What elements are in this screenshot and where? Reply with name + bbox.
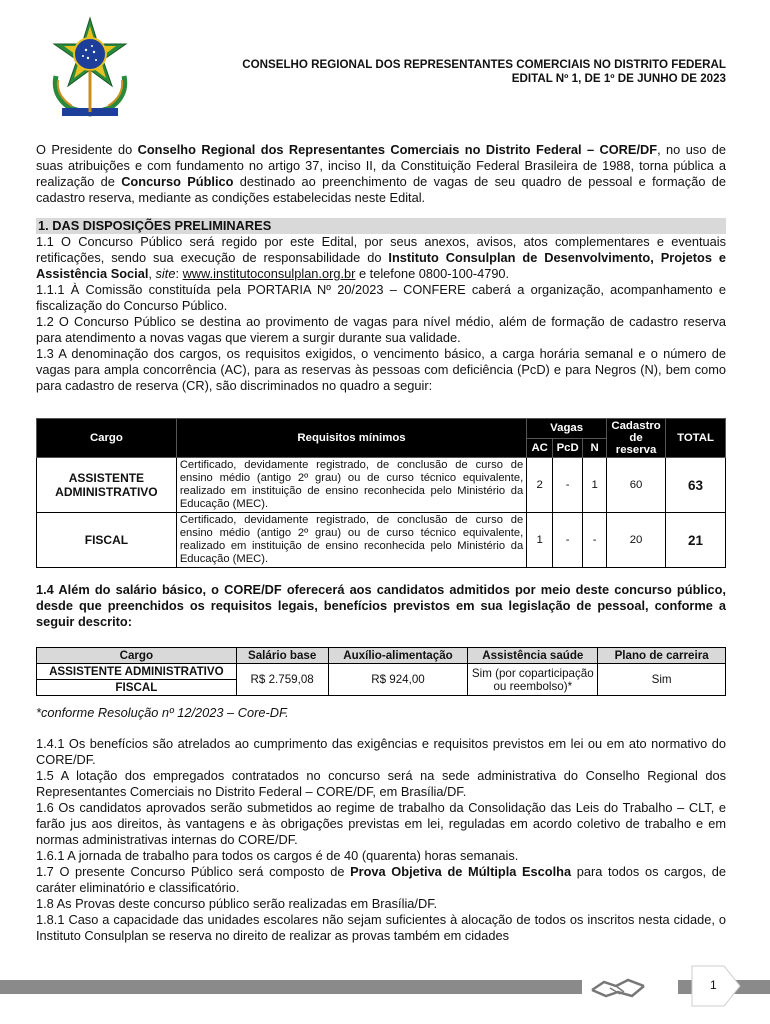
p11-text-a: 1.1 O Concurso Público será regido por este Edital, por seus anexos, avisos, atos complementares e eventuais retificações, sendo sua execução de responsabilidade do — [36, 234, 726, 265]
paragraph-1-8-1: 1.8.1 Caso a capacidade das unidades escolares não sejam suficientes à alocação de todos os inscritos nesta cidade, o Instituto Consulplan se reserva no direito de realizar as provas também em cidades — [36, 912, 726, 943]
cell-ac: 1 — [527, 513, 553, 568]
th-n: N — [583, 438, 607, 458]
cell-n: - — [583, 513, 607, 568]
table-row — [37, 458, 726, 513]
cell-cargo: ASSISTENTE ADMINISTRATIVO — [37, 458, 177, 513]
th-pcd: PcD — [553, 438, 583, 458]
th-cargo: Cargo — [37, 419, 177, 458]
paragraph-1-4-1: 1.4.1 Os benefícios são atrelados ao cumprimento das exigências e requisitos previstos em lei ou em ato normativo do CORE/DF. — [36, 736, 726, 767]
paragraph-1-8: 1.8 As Provas deste concurso público serão realizadas em Brasília/DF. — [36, 896, 438, 911]
th-cargo: Cargo — [37, 648, 237, 664]
section-1-title: 1. DAS DISPOSIÇÕES PRELIMINARES — [36, 218, 726, 234]
cell-saude: Sim (por coparticipação ou reembolso)* — [468, 664, 598, 696]
cell-total: 63 — [666, 458, 726, 513]
th-ac: AC — [527, 438, 553, 458]
p11-text-e: e telefone 0800-100-4790. — [355, 266, 510, 281]
th-salario: Salário base — [236, 648, 328, 664]
intro-bold-2: Concurso Público — [121, 174, 234, 189]
cell-cargo: FISCAL — [37, 513, 177, 568]
cell-requisitos: Certificado, devidamente registrado, de conclusão de curso de ensino médio (antigo 2º grau) ou de curso técnico equivalente, realizado em instituição de ensino reconhecida pelo Ministério da Educação (MEC). — [176, 513, 526, 568]
header-edital: EDITAL Nº 1, DE 1º DE JUNHO DE 2023 — [511, 72, 726, 85]
handshake-icon — [588, 972, 648, 1002]
footnote: *conforme Resolução nº 12/2023 – Core-DF. — [36, 705, 289, 720]
p11-text-d: : — [175, 266, 183, 281]
cell-cadastro: 60 — [607, 458, 666, 513]
cell-auxilio: R$ 924,00 — [328, 664, 468, 696]
document-header — [242, 58, 726, 86]
cell-plano: Sim — [598, 664, 726, 696]
consulplan-link[interactable]: www.institutoconsulplan.org.br — [182, 266, 356, 281]
th-requisitos: Requisitos mínimos — [176, 419, 526, 458]
paragraph-1-1-1: 1.1.1 À Comissão constituída pela PORTARIA Nº 20/2023 – CONFERE caberá a organização, acompanhamento e fiscalização do Concurso Público. — [36, 282, 726, 313]
section-1-body — [36, 234, 726, 394]
p17-text-c: para todos os cargos, de caráter eliminatório e classificatório. — [36, 864, 726, 895]
paragraph-1-4: 1.4 Além do salário básico, o CORE/DF oferecerá aos candidatos admitidos por meio deste concurso público, desde que preenchidos os requisitos legais, benefícios previstos em sua legislação de pessoal, conforme a seguir descrito: — [36, 582, 726, 629]
page-number: 1 — [710, 978, 717, 992]
intro-text-3: destinado ao preenchimento de vagas de seu quadro de pessoal e formação de cadastro reserva, mediante as condições estabelecidas neste Edital. — [36, 174, 726, 205]
vagas-table — [36, 418, 726, 568]
paragraph-1-5: 1.5 A lotação dos empregados contratados no concurso será na sede administrativa do Conselho Regional dos Representantes Comerciais no Distrito Federal – CORE/DF, em Brasília/DF. — [36, 768, 726, 799]
th-cadastro: Cadastro de reserva — [607, 419, 666, 458]
header-title: CONSELHO REGIONAL DOS REPRESENTANTES COMERCIAIS NO DISTRITO FEDERAL — [242, 58, 726, 71]
intro-paragraph — [36, 142, 726, 206]
paragraph-1-7 — [36, 864, 726, 896]
paragraph-1-2: 1.2 O Concurso Público se destina ao provimento de vagas para nível médio, além de formação de cadastro reserva para atendimento a novas vagas que vierem a surgir durante sua validade. — [36, 314, 726, 345]
cell-pcd: - — [553, 513, 583, 568]
th-total: TOTAL — [666, 419, 726, 458]
cell-salario: R$ 2.759,08 — [236, 664, 328, 696]
p11-bold: Instituto Consulplan de Desenvolvimento, Projetos e Assistência Social — [36, 250, 727, 281]
table-row — [37, 513, 726, 568]
cell-cadastro: 20 — [607, 513, 666, 568]
cell-ac: 2 — [527, 458, 553, 513]
p11-site-label: site — [155, 266, 176, 281]
paragraph-1-3: 1.3 A denominação dos cargos, os requisitos exigidos, o vencimento básico, a carga horária semanal e o número de vagas para ampla concorrência (AC), para as reservas às pessoas com deficiência (PcD) e para Negros (N), bem como para cadastro de reserva (CR), são discriminados no quadro a seguir: — [36, 346, 726, 393]
cell-cargo: FISCAL — [37, 680, 237, 696]
th-plano: Plano de carreira — [598, 648, 726, 664]
table-row — [37, 664, 726, 680]
coat-of-arms-logo — [48, 16, 132, 122]
cell-requisitos: Certificado, devidamente registrado, de conclusão de curso de ensino médio (antigo 2º grau) ou de curso técnico equivalente, realizado em instituição de ensino reconhecida pelo Ministério da Educação (MEC). — [176, 458, 526, 513]
cell-cargo: ASSISTENTE ADMINISTRATIVO — [37, 664, 237, 680]
cell-n: 1 — [583, 458, 607, 513]
p17-text-a: 1.7 O presente Concurso Público será composto de — [36, 864, 351, 879]
paragraph-1-6-1: 1.6.1 A jornada de trabalho para todos os cargos é de 40 (quarenta) horas semanais. — [36, 848, 519, 863]
th-saude: Assistência saúde — [468, 648, 598, 664]
cell-total: 21 — [666, 513, 726, 568]
paragraph-1-1 — [36, 234, 726, 282]
beneficios-table — [36, 647, 726, 696]
p11-text-c: , — [148, 266, 156, 281]
p17-bold: Prova Objetiva de Múltipla Escolha — [350, 864, 572, 879]
th-auxilio: Auxílio-alimentação — [328, 648, 468, 664]
intro-bold-1: Conselho Regional dos Representantes Comerciais no Distrito Federal – CORE/DF — [137, 142, 658, 157]
th-vagas: Vagas — [527, 419, 607, 439]
section-1-continued — [36, 736, 726, 944]
cell-pcd: - — [553, 458, 583, 513]
intro-text-2: , no uso de suas atribuições e com fundamento no artigo 37, inciso II, da Constituição Federal Brasileira de 1988, torna pública a realização de — [36, 142, 726, 189]
intro-text-1: O Presidente do — [36, 142, 138, 157]
paragraph-1-6: 1.6 Os candidatos aprovados serão submetidos ao regime de trabalho da Consolidação das Leis do Trabalho – CLT, e farão jus aos direitos, às vantagens e às obrigações previstas em lei, reguladas em acordo coletivo de trabalho e em normas administrativas internas do CORE/DF. — [36, 800, 726, 847]
